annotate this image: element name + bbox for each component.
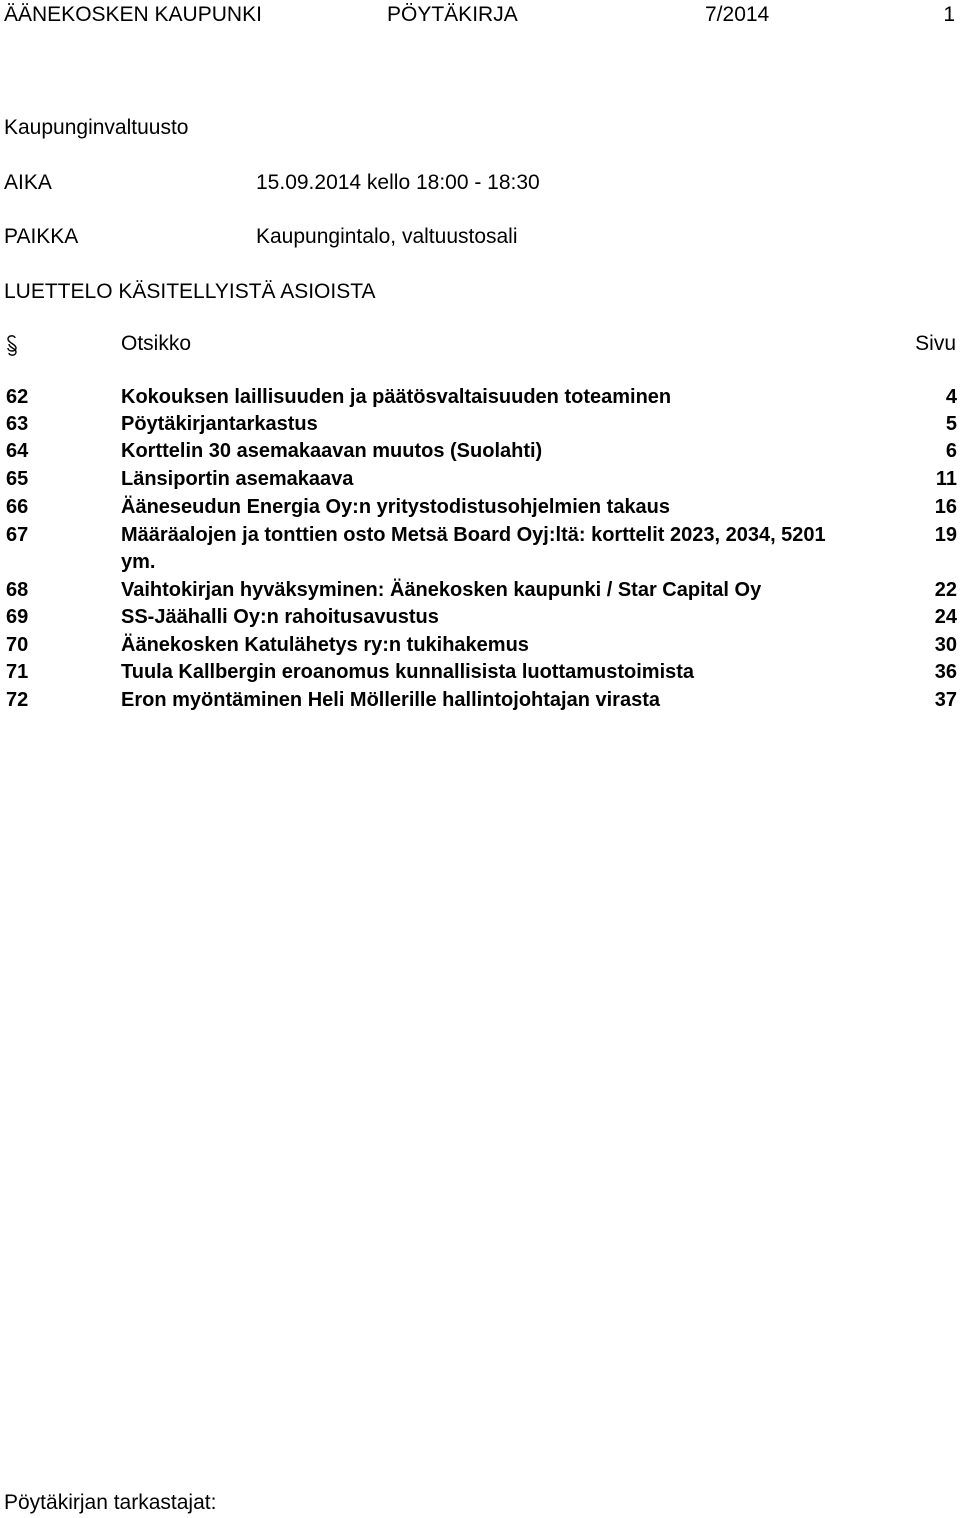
body-name: Kaupunginvaltuusto [4, 116, 189, 139]
item-page: 24 [934, 606, 957, 628]
item-number: 66 [6, 496, 29, 518]
header-doc-number: 7/2014 [705, 3, 770, 26]
inspectors-label: Pöytäkirjan tarkastajat: [4, 1491, 217, 1514]
item-number: 62 [6, 386, 29, 408]
header-page-number: 1 [943, 3, 955, 26]
item-page: 11 [935, 468, 957, 490]
column-header-title: Otsikko [121, 332, 192, 355]
item-title: Ääneseudun Energia Oy:n yritystodistusohjelmien takaus [121, 496, 671, 518]
item-page: 36 [934, 661, 957, 683]
item-page: 6 [945, 440, 957, 462]
item-page: 4 [945, 386, 957, 408]
item-title: SS-Jäähalli Oy:n rahoitusavustus [121, 606, 439, 628]
item-number: 63 [6, 413, 29, 435]
item-number: 64 [6, 440, 29, 462]
section-sign-icon [5, 333, 19, 359]
item-number: 65 [6, 468, 29, 490]
time-value: 15.09.2014 kello 18:00 - 18:30 [256, 171, 540, 194]
item-page: 30 [934, 634, 957, 656]
item-title: Tuula Kallbergin eroanomus kunnallisista luottamustoimista [121, 661, 695, 683]
item-number: 72 [6, 689, 29, 711]
time-label: AIKA [4, 171, 52, 194]
item-title: Äänekosken Katulähetys ry:n tukihakemus [121, 634, 529, 656]
item-page: 37 [934, 689, 957, 711]
item-page: 19 [934, 524, 957, 546]
item-title: Kokouksen laillisuuden ja päätösvaltaisuuden toteaminen [121, 386, 672, 408]
item-title: Vaihtokirjan hyväksyminen: Äänekosken kaupunki / Star Capital Oy [121, 579, 762, 601]
header-organization: ÄÄNEKOSKEN KAUPUNKI [4, 3, 262, 26]
item-title: Länsiportin asemakaava [121, 468, 354, 490]
item-page: 22 [934, 579, 957, 601]
item-page: 16 [934, 496, 957, 518]
header-doc-type: PÖYTÄKIRJA [387, 3, 518, 26]
item-page: 5 [945, 413, 957, 435]
list-title: LUETTELO KÄSITELLYISTÄ ASIOISTA [4, 280, 376, 303]
item-title: Korttelin 30 asemakaavan muutos (Suolahti) [121, 440, 543, 462]
column-header-page: Sivu [915, 332, 956, 355]
item-number: 69 [6, 606, 29, 628]
place-label: PAIKKA [4, 225, 79, 248]
item-title: Eron myöntäminen Heli Möllerille hallintojohtajan virasta [121, 689, 660, 711]
item-number: 67 [6, 524, 29, 546]
item-title: Pöytäkirjantarkastus [121, 413, 318, 435]
item-title: Määräalojen ja tonttien osto Metsä Board Oyj:ltä: korttelit 2023, 2034, 5201 ym. [121, 524, 826, 573]
place-value: Kaupungintalo, valtuustosali [256, 225, 518, 248]
item-number: 70 [6, 634, 29, 656]
item-number: 68 [6, 579, 29, 601]
item-number: 71 [6, 661, 29, 683]
